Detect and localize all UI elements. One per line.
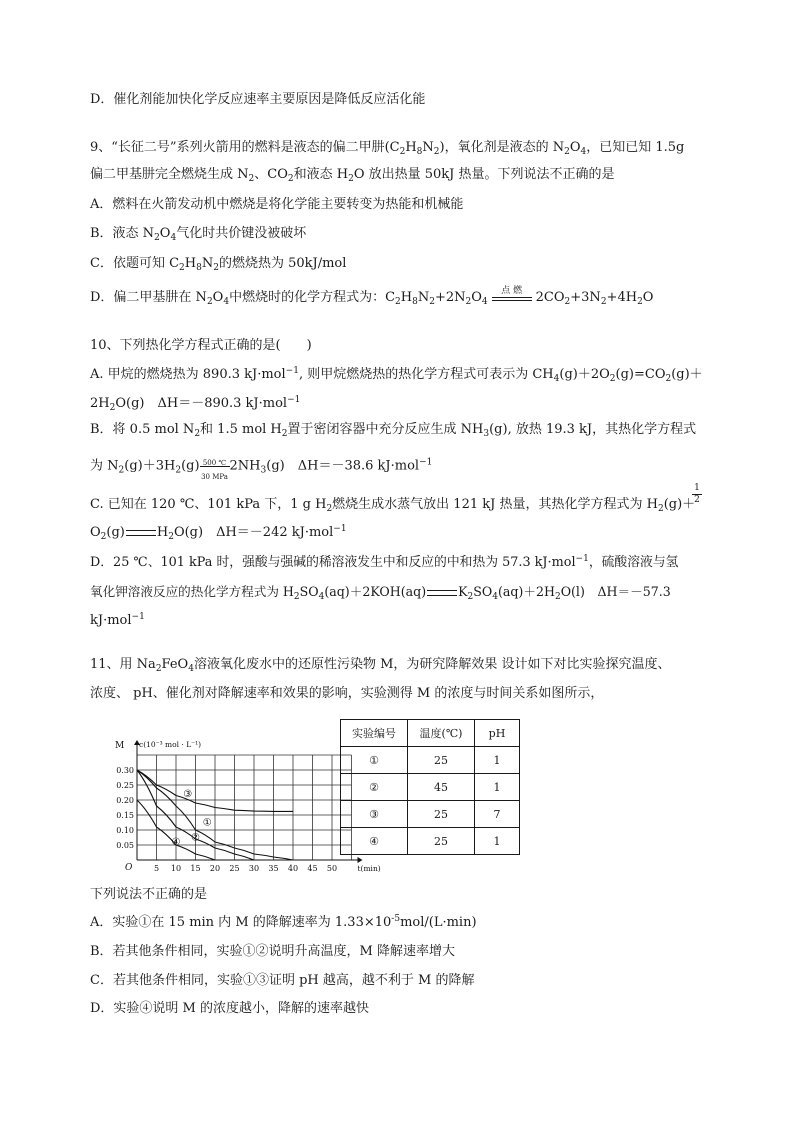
y-tick-label: 0.25 (116, 781, 134, 790)
x-tick-label: 35 (268, 864, 279, 873)
series-label: ② (191, 832, 200, 844)
table-cell: 25 (408, 828, 475, 855)
q10-option-d-line1: D．25 ℃、101 kPa 时，强酸与强碱的稀溶液发生中和反应的中和热为 57.3 kJ·mol$^{-1}$，硫酸溶液与氢 (90, 554, 679, 570)
q9-option-a: A．燃料在火箭发动机中燃烧是将化学能主要转变为热能和机械能 (90, 197, 464, 212)
x-tick-label: 10 (170, 864, 182, 873)
q10-option-d-line3: kJ·mol$^{-1}$ (90, 612, 145, 628)
y-axis-prefix: M (115, 741, 125, 751)
q10-option-b-line2: 为 $N_2(g)+3H_2(g)$ 500 ℃ 30 MPa $2NH_3(g)$ ΔH＝－38.6 kJ·mol$^{-1}$ (90, 457, 433, 481)
q11-stem-line2: 浓度、 pH、催化剂对降解速率和效果的影响，实验测得 M 的浓度与时间关系如图所示， (90, 686, 604, 701)
x-tick-label: 15 (190, 864, 201, 873)
x-tick-label: 20 (209, 864, 221, 873)
table-cell: 1 (475, 747, 520, 774)
x-tick-label: 25 (229, 864, 240, 873)
q10-option-c-line2: $O_2(g)$ $H_2O(g)$ ΔH＝－242 kJ·mol$^{-1}$ (90, 524, 347, 542)
x-tick-label: 45 (307, 864, 318, 873)
table-cell: ④ (341, 828, 408, 855)
x-tick-label: 40 (287, 864, 299, 873)
y-tick-label: 0.30 (116, 766, 134, 775)
q9-option-c: C．依题可知 $C_2H_8N_2$的燃烧热为 50kJ/mol (90, 256, 347, 273)
table-header-row (341, 720, 520, 747)
q10-option-b-line1: B．将 0.5 mol $N_2$和 1.5 mol $H_2$置于密闭容器中充分反应生成 $NH_3(g)$, 放热 19.3 kJ，其热化学方程式 (90, 422, 697, 439)
table-cell: 7 (475, 801, 520, 828)
y-tick-label: 0.15 (116, 811, 134, 820)
q10-option-a-line2: $2H_2O(g)$ ΔH＝－890.3 kJ·mol$^{-1}$ (90, 395, 301, 413)
reaction-condition-arrow: 点 燃 (492, 291, 532, 305)
series-label: ④ (171, 837, 181, 848)
q9-stem-line2: 偏二甲基肼完全燃烧生成 $N_2$、$CO_2$和液态 $H_2O$ 放出热量 50kJ 热量。下列说法不正确的是 (90, 167, 615, 184)
q10-option-d-line2: 氧化钾溶液反应的热化学方程式为 $H_2SO_4(aq)+2KOH(aq)$ $K_2SO_4(aq)+2H_2O(l)$ ΔH＝－57.3 (90, 584, 671, 602)
y-tick-label: 0.05 (116, 841, 134, 850)
table-cell: ② (341, 774, 408, 801)
table-cell: ③ (341, 801, 408, 828)
series-label: ① (202, 817, 212, 829)
table-cell: 25 (408, 801, 475, 828)
q10-option-a-line1: A. 甲烷的燃烧热为 890.3 kJ·mol$^{-1}$, 则甲烷燃烧热的热化学方程式可表示为 $CH_4(g)+2O_2(g)=CO_2(g)+$ (90, 366, 703, 384)
x-axis-label: t(min) (357, 864, 381, 873)
table-header-cell: pH (475, 720, 520, 747)
table-cell: 45 (408, 774, 475, 801)
q10-stem: 10、下列热化学方程式正确的是( ) (90, 338, 312, 353)
q11-option-c: C．若其他条件相同，实验①③证明 pH 越高，越不利于 M 的降解 (90, 973, 475, 988)
table-header-cell: 实验编号 (341, 720, 408, 747)
table-cell: 25 (408, 747, 475, 774)
q11-option-d: D．实验④说明 M 的浓度越小，降解的速率越快 (90, 1001, 369, 1016)
table-row (341, 828, 520, 855)
q11-stem-line1: 11、用 $Na_2FeO_4$溶液氧化废水中的还原性污染物 M，为研究降解效果 设计如下对比实验探究温度、 (90, 657, 671, 674)
table-cell: 1 (475, 774, 520, 801)
q11-option-b: B．若其他条件相同，实验①②说明升高温度，M 降解速率增大 (90, 944, 455, 959)
table-row (341, 747, 520, 774)
q9-option-b: B．液态 $N_2O_4$气化时共价键没被破坏 (90, 226, 307, 243)
x-tick-label: 30 (248, 864, 260, 873)
table-row (341, 774, 520, 801)
y-tick-label: 0.20 (116, 796, 134, 805)
table-header-cell: 温度(℃) (408, 720, 475, 747)
q11-option-a: A．实验①在 15 min 内 M 的降解速率为 $1.33\times 10^{-5}mol/(L\cdot\min)$ (90, 914, 477, 930)
q11-question: 下列说法不正确的是 (90, 887, 208, 902)
x-tick-label: 50 (326, 864, 338, 873)
table-cell: ① (341, 747, 408, 774)
series-label: ③ (183, 789, 193, 800)
origin-label: O (125, 863, 133, 873)
fraction-one-half: 1 2 (692, 484, 702, 505)
q9-stem-line1: 9、“长征二号”系列火箭用的燃料是液态的偏二甲肼$(C_2H_8N_2)$，氧化剂是液态的 $N_2O_4$，已知已知 1.5g (90, 140, 685, 157)
q10-option-c-line1: C. 已知在 120 ℃、101 kPa 下，1 g $H_2$燃烧生成水蒸气放出 121 kJ 热量，其热化学方程式为 $H_2(g)+$ (90, 497, 696, 514)
experiment-table (340, 719, 520, 855)
x-tick-label: 5 (153, 864, 160, 873)
y-axis-label: c(10⁻³ mol · L⁻¹) (139, 740, 202, 749)
y-tick-label: 0.10 (116, 826, 134, 835)
x-axis-arrow-icon (358, 857, 363, 863)
q9-option-d: D．偏二甲基肼在 $N_2O_4$中燃烧时的化学方程式为：$C_2H_8N_2+2N_2O_4$ 点 燃 $2CO_2+3N_2+4H_2O$ (90, 285, 654, 307)
reaction-condition-arrow: 500 ℃ 30 MPa (201, 459, 228, 481)
table-cell: 1 (475, 828, 520, 855)
q8-option-d: D．催化剂能加快化学反应速率主要原因是降低反应活化能 (90, 92, 426, 107)
table-row (341, 801, 520, 828)
